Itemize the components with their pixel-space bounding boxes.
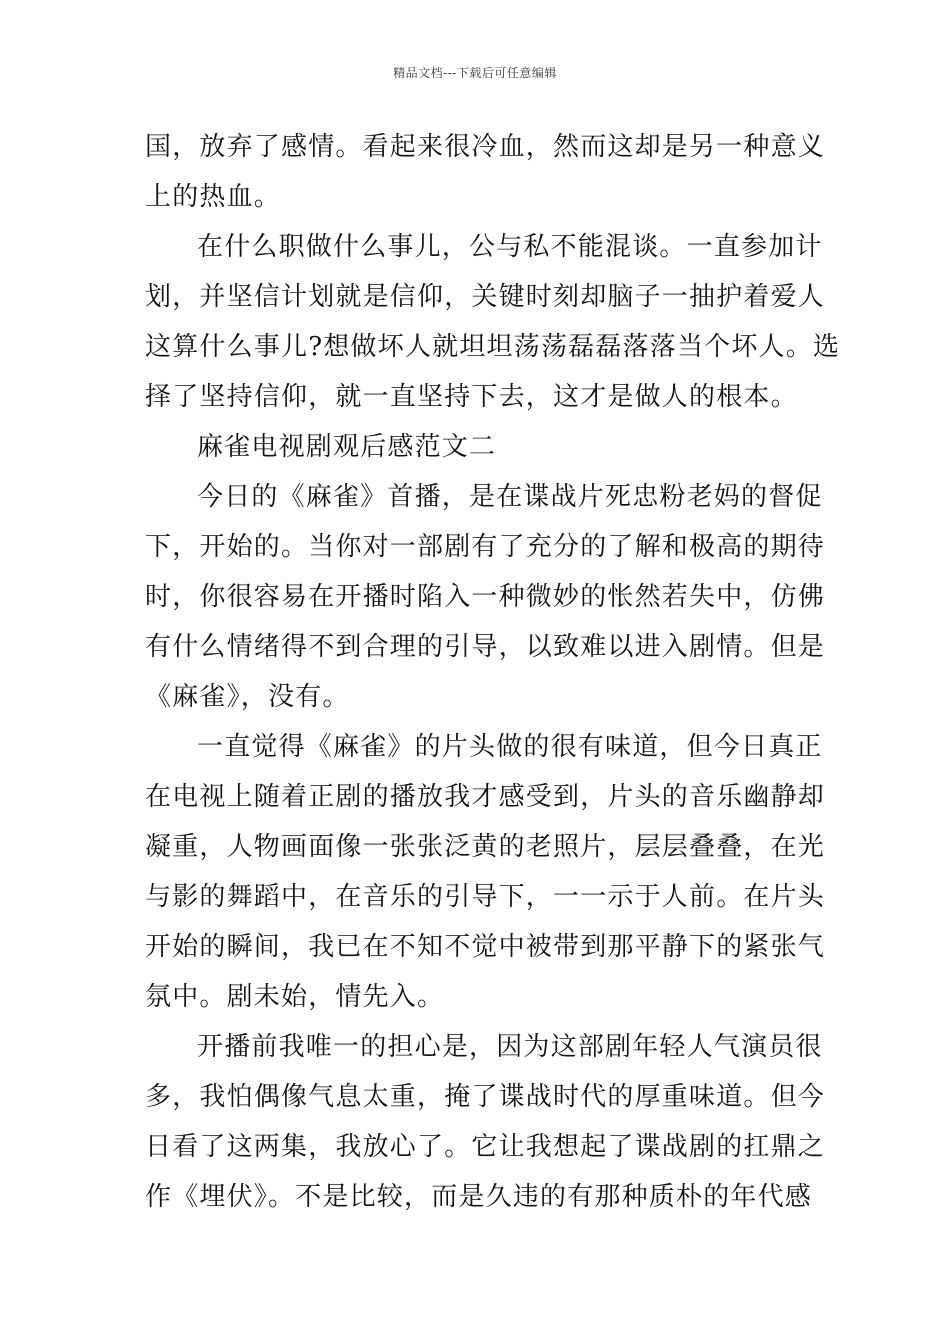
body-line: 上的热血。 bbox=[145, 182, 282, 212]
page-header: 精品文档---下载后可任意编辑 bbox=[393, 66, 557, 80]
body-line: 在电视上随着正剧的播放我才感受到，片头的音乐幽静却 bbox=[145, 782, 826, 812]
section-heading: 麻雀电视剧观后感范文二 bbox=[197, 432, 497, 462]
body-line: 氛中。剧未始，情先入。 bbox=[145, 982, 445, 1012]
body-line: 《麻雀》，没有。 bbox=[145, 682, 350, 712]
body-line: 下，开始的。当你对一部剧有了充分的了解和极高的期待 bbox=[145, 532, 826, 562]
body-line: 择了坚持信仰，就一直坚持下去，这才是做人的根本。 bbox=[145, 382, 798, 412]
body-line: 有什么情绪得不到合理的引导，以致难以进入剧情。但是 bbox=[145, 632, 826, 662]
body-line: 这算什么事儿?想做坏人就坦坦荡荡磊磊落落当个坏人。选 bbox=[145, 332, 841, 362]
body-line: 凝重，人物画面像一张张泛黄的老照片，层层叠叠，在光 bbox=[145, 832, 826, 862]
body-line: 划，并坚信计划就是信仰，关键时刻却脑子一抽护着爱人 bbox=[145, 282, 826, 312]
paragraph-first-line: 今日的《麻雀》首播，是在谍战片死忠粉老妈的督促 bbox=[197, 482, 823, 512]
paragraph-first-line: 一直觉得《麻雀》的片头做的很有味道，但今日真正 bbox=[197, 732, 823, 762]
paragraph-first-line: 开播前我唯一的担心是，因为这部剧年轻人气演员很 bbox=[197, 1032, 823, 1062]
body-line: 时，你很容易在开播时陷入一种微妙的怅然若失中，仿佛 bbox=[145, 582, 826, 612]
body-line: 与影的舞蹈中，在音乐的引导下，一一示于人前。在片头 bbox=[145, 882, 826, 912]
paragraph-first-line: 在什么职做什么事儿，公与私不能混谈。一直参加计 bbox=[197, 232, 823, 262]
body-line: 日看了这两集，我放心了。它让我想起了谍战剧的扛鼎之 bbox=[145, 1132, 826, 1162]
body-line: 国，放弃了感情。看起来很冷血，然而这却是另一种意义 bbox=[145, 132, 826, 162]
body-line: 开始的瞬间，我已在不知不觉中被带到那平静下的紧张气 bbox=[145, 932, 826, 962]
body-line: 作《埋伏》。不是比较，而是久违的有那种质朴的年代感 bbox=[145, 1182, 813, 1212]
body-line: 多，我怕偶像气息太重，掩了谍战时代的厚重味道。但今 bbox=[145, 1082, 826, 1112]
